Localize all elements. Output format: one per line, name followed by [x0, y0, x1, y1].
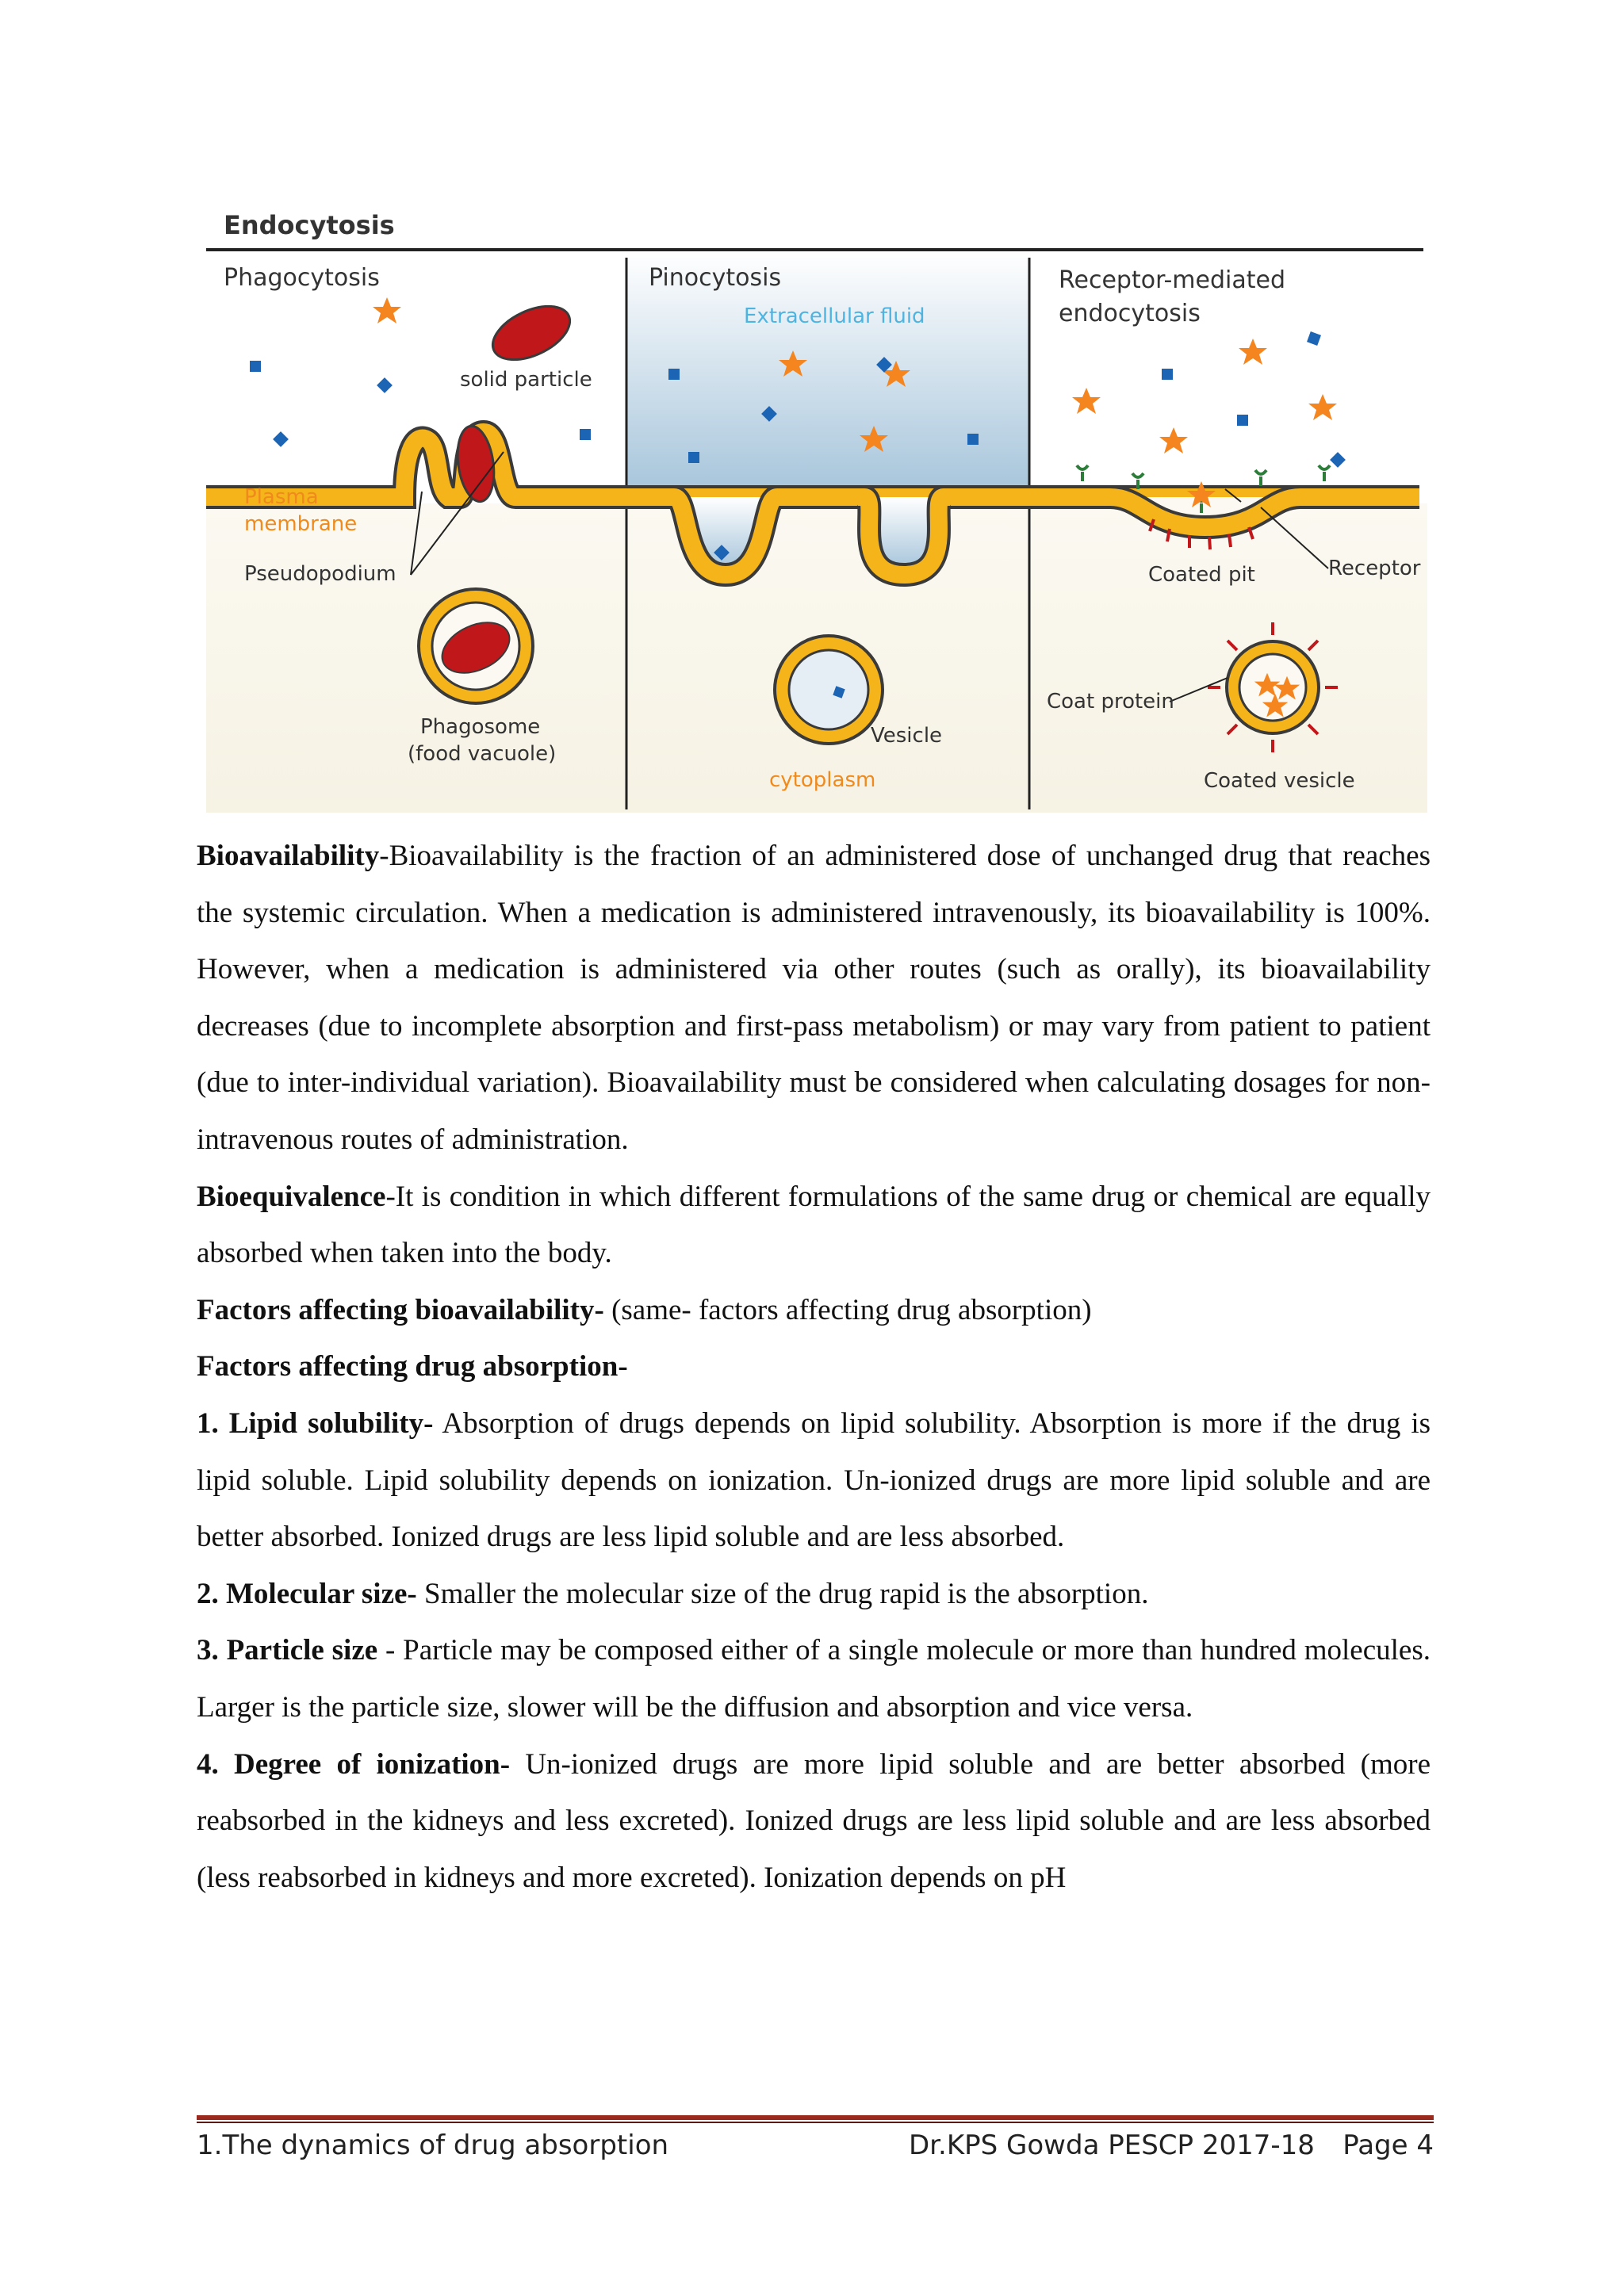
bioequivalence-text: -It is condition in which different formulations of the same drug or chemical are equally absorbed when taken into the body.: [197, 1180, 1431, 1270]
cytoplasm-label: cytoplasm: [769, 768, 876, 792]
factor-item: [197, 1622, 1431, 1735]
factor-item-term: 2. Molecular size-: [197, 1577, 417, 1610]
factors-bioavailability-term: Factors affecting bioavailability-: [197, 1293, 604, 1326]
bioavailability-paragraph: [197, 828, 1431, 1169]
phagosome: [419, 589, 533, 703]
factors-absorption-term: Factors affecting drug absorption-: [197, 1350, 628, 1383]
factor-item-text: Smaller the molecular size of the drug rapid is the absorption.: [416, 1577, 1149, 1610]
factors-absorption-heading: [197, 1338, 1431, 1395]
bioequivalence-paragraph: [197, 1169, 1431, 1282]
factor-item-text: Un-ionized drugs are more lipid soluble and are better absorbed (more reabsorbed in the kidneys and less excreted). Ionized drugs are less lipid soluble and are less absorbed (less reabsorbed in kidneys and more excreted). Ionization depends on pH: [197, 1747, 1431, 1894]
phagosome-label-1: Phagosome: [420, 715, 541, 739]
vesicle: [775, 636, 883, 744]
extracellular-fluid-label: Extracellular fluid: [744, 304, 925, 328]
factor-item-text: - Particle may be composed either of a single molecule or more than hundred molecules. Larger is the particle size, slower will be the diffusion and absorption and vice versa.: [197, 1634, 1431, 1724]
plasma-membrane-label-2: membrane: [244, 512, 358, 536]
bioavailability-text: -Bioavailability is the fraction of an administered dose of unchanged drug that reaches the systemic circulation. When a medication is administered intravenously, its bioavailability is 100%. However, when a medication is administered via other routes (such as orally), its bioavailability decreases (due to incomplete absorption and first-pass metabolism) or may vary from patient to patient (due to inter-individual variation). Bioavailability must be considered when calculating dosages for non-intravenous routes of administration.: [197, 840, 1431, 1156]
footer-page-number: Page 4: [1342, 2130, 1434, 2161]
pinocytosis-heading: Pinocytosis: [649, 264, 782, 292]
receptor-heading-1: Receptor-mediated: [1059, 266, 1286, 294]
coated-pit-label: Coated pit: [1148, 563, 1255, 587]
factors-bioavailability-paragraph: [197, 1282, 1431, 1339]
coat-protein-label: Coat protein: [1047, 690, 1174, 714]
endocytosis-figure: [198, 202, 1435, 813]
body-text: [197, 828, 1431, 1906]
bioequivalence-term: Bioequivalence: [197, 1180, 386, 1213]
vesicle-label: Vesicle: [871, 724, 943, 748]
factors-bioavailability-text: (same- factors affecting drug absorption): [603, 1293, 1092, 1326]
factor-item-term: 4. Degree of ionization-: [197, 1747, 511, 1781]
factor-item: [197, 1566, 1431, 1623]
factor-item-term: 1. Lipid solubility-: [197, 1406, 434, 1440]
page-footer: [197, 2130, 1434, 2169]
footer-chapter-title: 1.The dynamics of drug absorption: [197, 2130, 669, 2161]
factor-item: [197, 1736, 1431, 1907]
factor-item-text: Absorption of drugs depends on lipid solubility. Absorption is more if the drug is lipid soluble. Lipid solubility depends on ionization. Un-ionized drugs are more lipid soluble and are better absorbed. Ionized drugs are less lipid soluble and are less absorbed.: [197, 1406, 1431, 1554]
bioavailability-term: Bioavailability: [197, 840, 380, 872]
phagosome-label-2: (food vacuole): [408, 742, 557, 766]
phagocytosis-heading: Phagocytosis: [224, 264, 380, 292]
endocytosis-diagram: [198, 202, 1435, 813]
plasma-membrane-label-1: Plasma: [244, 485, 319, 509]
coated-vesicle-label: Coated vesicle: [1204, 769, 1355, 793]
solid-particle-label: solid particle: [460, 368, 592, 392]
footer-author: Dr.KPS Gowda PESCP 2017-18: [909, 2130, 1315, 2161]
factor-item: [197, 1395, 1431, 1566]
factor-item-term: 3. Particle size: [197, 1634, 378, 1667]
figure-title: Endocytosis: [224, 210, 395, 240]
coated-vesicle: [1208, 622, 1338, 752]
pseudopodium-label: Pseudopodium: [244, 562, 396, 586]
receptor-heading-2: endocytosis: [1059, 300, 1201, 327]
receptor-label: Receptor: [1328, 557, 1421, 580]
footer-rule: [197, 2115, 1434, 2123]
